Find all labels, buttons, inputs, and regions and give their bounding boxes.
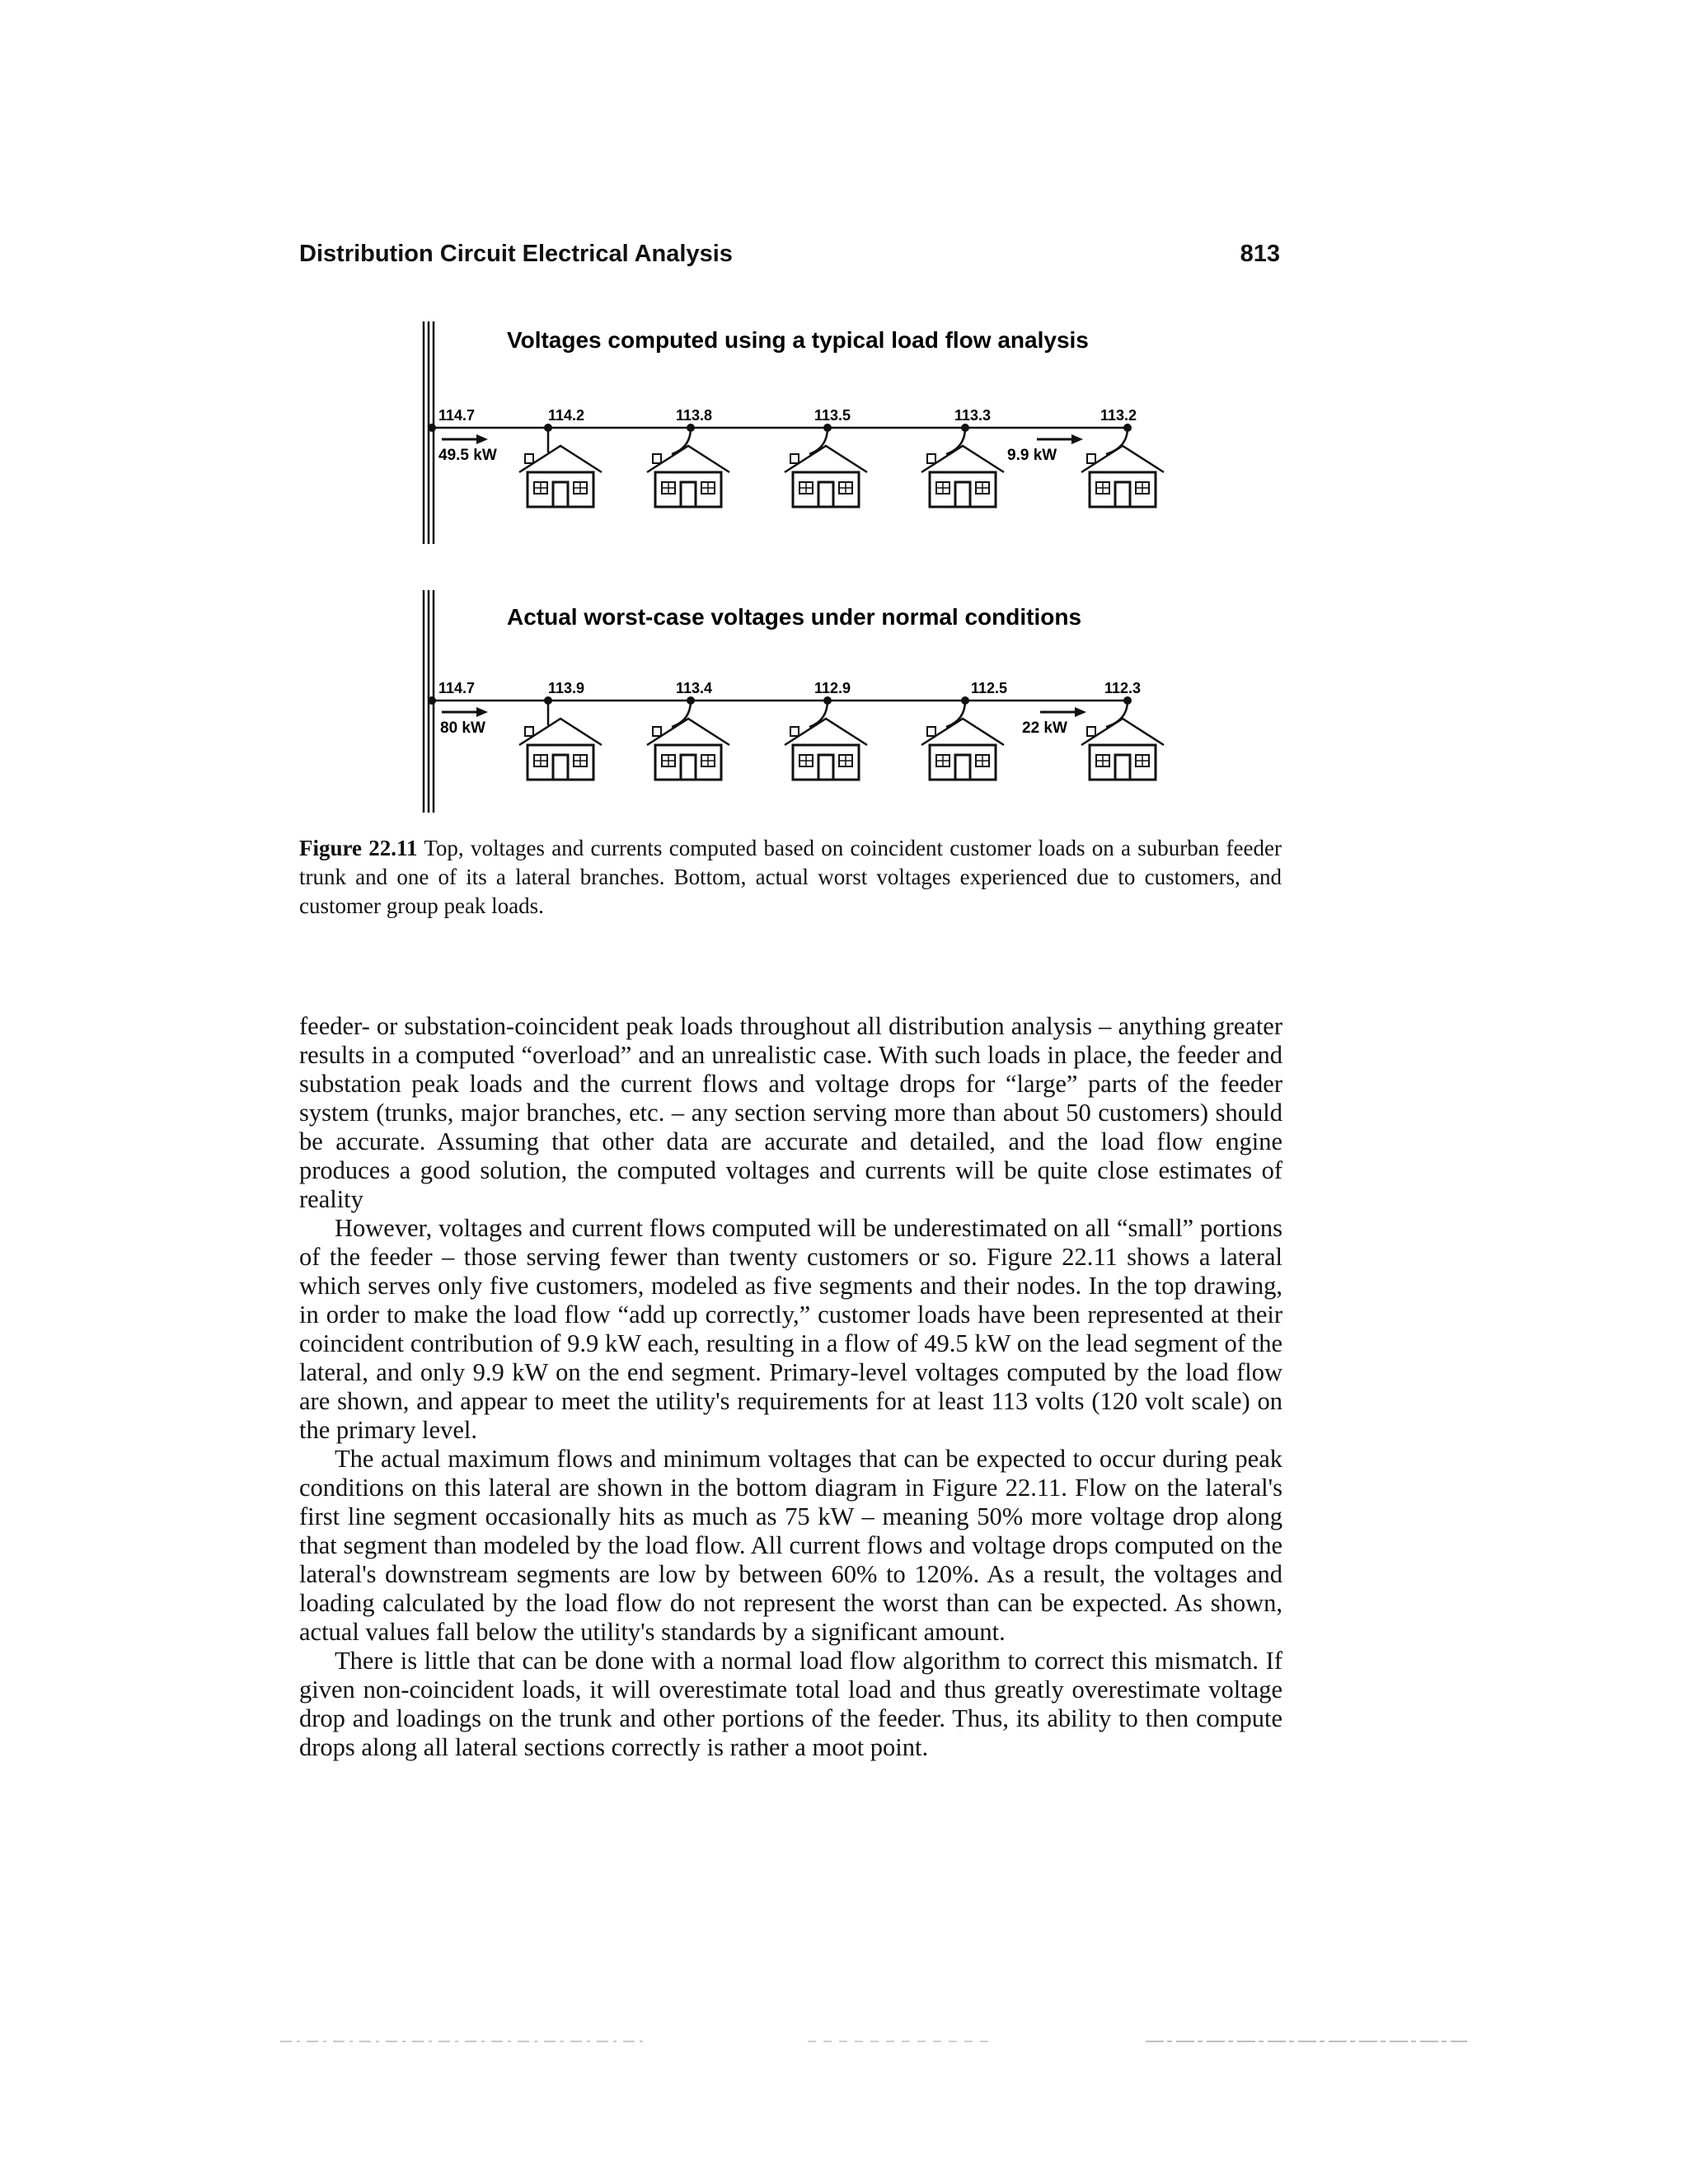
- diagram-top: [420, 313, 1245, 544]
- flow-label-lead: 49.5 kW: [438, 447, 497, 464]
- body-paragraph: feeder- or substation-coincident peak loads throughout all distribution analysis – anything greater results in a computed “overload” and an unrealistic case. With such loads in place, the feeder and substation peak loads and the current flows and voltage drops for “large” parts of the feeder system (trunks, major branches, etc. – any section serving more than about 50 customers) should be accurate. Assuming that other data are accurate and detailed, and the load flow engine produces a good solution, the computed voltages and currents will be quite close estimates of reality: [299, 1012, 1282, 1213]
- flow-arrow-icon: [442, 707, 488, 717]
- voltage-label: 114.7: [438, 407, 476, 424]
- node-0: [428, 424, 436, 432]
- voltage-label: 113.8: [676, 407, 713, 424]
- flow-label-end: 9.9 kW: [1007, 447, 1057, 464]
- house-icon: [921, 428, 1004, 507]
- house-icon: [921, 701, 1004, 780]
- voltage-label: 113.9: [548, 680, 585, 696]
- house-icon: [519, 701, 602, 780]
- flow-arrow-icon: [442, 434, 488, 444]
- voltage-label: 112.5: [971, 680, 1008, 696]
- running-head: [299, 241, 1280, 274]
- diagram-bottom-title: Actual worst-case voltages under normal conditions: [507, 604, 1082, 630]
- figure-caption: [299, 834, 1282, 921]
- voltage-label: 113.2: [1100, 407, 1137, 424]
- page-number: 813: [1240, 241, 1280, 267]
- diagram-top-svg: [420, 313, 1245, 544]
- body-paragraph: There is little that can be done with a normal load flow algorithm to correct this mismatch. If given non-coincident loads, it will overestimate total load and thus greatly overestimate voltage drop and loadings on the trunk and other portions of the feeder. Thus, its ability to then compute drops along all lateral sections correctly is rather a moot point.: [299, 1647, 1282, 1761]
- house-icon: [647, 428, 729, 507]
- voltage-label: 113.4: [676, 680, 713, 696]
- voltage-label: 113.5: [814, 407, 851, 424]
- body-paragraph: However, voltages and current flows computed will be underestimated on all “small” portions of the feeder – those serving fewer than twenty customers or so. Figure 22.11 shows a lateral which serves only five customers, modeled as five segments and their nodes. In the top drawing, in order to make the load flow “add up correctly,” customer loads have been represented at their coincident contribution of 9.9 kW each, resulting in a flow of 49.5 kW on the lead segment of the lateral, and only 9.9 kW on the end segment. Primary-level voltages computed by the load flow are shown, and appear to meet the utility's requirements for at least 113 volts (120 volt scale) on the primary level.: [299, 1214, 1282, 1444]
- house-icon: [519, 428, 602, 507]
- body-text: [299, 1012, 1282, 1762]
- voltage-label: 112.3: [1104, 680, 1142, 696]
- figure-caption-label: Figure 22.11: [299, 836, 418, 860]
- diagram-bottom: [420, 582, 1245, 813]
- flow-arrow-icon: [1040, 707, 1086, 717]
- diagram-bottom-svg: [420, 582, 1245, 813]
- voltage-label: 113.3: [954, 407, 992, 424]
- house-icon: [1081, 701, 1164, 780]
- running-title: Distribution Circuit Electrical Analysis: [299, 241, 733, 267]
- voltage-label: 114.2: [548, 407, 585, 424]
- node-0: [428, 696, 436, 705]
- flow-arrow-icon: [1037, 434, 1083, 444]
- diagram-top-title: Voltages computed using a typical load flow analysis: [507, 327, 1089, 353]
- voltage-label: 114.7: [438, 680, 476, 696]
- house-icon: [647, 701, 729, 780]
- house-icon: [1081, 428, 1164, 507]
- house-icon: [785, 428, 867, 507]
- flow-label-lead: 80 kW: [440, 719, 485, 737]
- body-paragraph: The actual maximum flows and minimum voltages that can be expected to occur during peak conditions on this lateral are shown in the bottom diagram in Figure 22.11. Flow on the lateral's first line segment occasionally hits as much as 75 kW – meaning 50% more voltage drop along that segment than modeled by the load flow. All current flows and voltage drops computed on the lateral's downstream segments are low by between 60% to 120%. As a result, the voltages and loading calculated by the load flow do not represent the worst than can be expected. As shown, actual values fall below the utility's standards by a significant amount.: [299, 1445, 1282, 1646]
- flow-label-end: 22 kW: [1022, 719, 1067, 737]
- figure-caption-text: Top, voltages and currents computed based on coincident customer loads on a suburban feeder trunk and one of its a lateral branches. Bottom, actual worst voltages experienced due to customers, and customer group peak loads.: [299, 836, 1282, 918]
- voltage-label: 112.9: [814, 680, 851, 696]
- house-icon: [785, 701, 867, 780]
- scan-artifact-line: [214, 2038, 1475, 2045]
